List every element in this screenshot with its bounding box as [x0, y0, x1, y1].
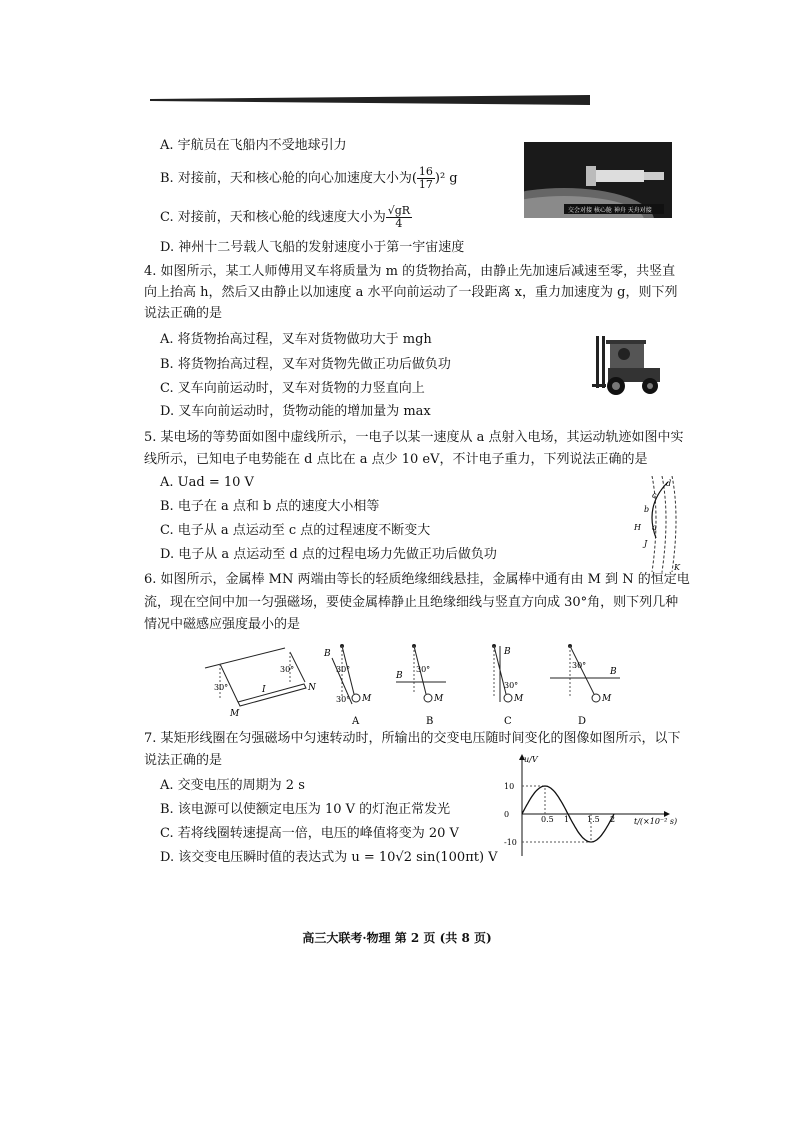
- svg-text:M: M: [514, 694, 524, 704]
- q4-option-b: B. 将货物抬高过程，叉车对货物先做正功后做负功: [160, 357, 451, 372]
- q6-option-a-figure: [323, 644, 372, 727]
- photo-caption: 交会对接 核心舱 神舟 天舟对接: [568, 207, 652, 214]
- svg-text:30°: 30°: [336, 695, 351, 704]
- q5-option-a: A. Uad = 10 V: [160, 475, 254, 490]
- svg-text:30°: 30°: [214, 683, 229, 692]
- q6-option-b-figure: [395, 644, 446, 727]
- q4-option-d: D. 叉车向前运动时，货物动能的增加量为 max: [160, 404, 431, 419]
- svg-text:C: C: [504, 716, 512, 727]
- q4-stem-2: 向上抬高 h，然后又由静止以加速度 a 水平向前运动了一段距离 x，重力加速度为 g，则下列: [144, 285, 678, 300]
- q7-stem-2: 说法正确的是: [144, 753, 223, 768]
- q6-figures: [200, 638, 630, 730]
- q4-stem-1: 4. 如图所示，某工人师傅用叉车将质量为 m 的货物抬高，由静止先加速后减速至零，共竖直: [144, 264, 676, 279]
- x-axis-label: t/(×10⁻² s): [634, 817, 678, 826]
- q5-option-c: C. 电子从 a 点运动至 c 点的过程速度不断变大: [160, 523, 431, 538]
- page-top-bar: [150, 93, 590, 107]
- svg-text:M: M: [362, 694, 372, 704]
- q4-option-c: C. 叉车向前运动时，叉车对货物的力竖直向上: [160, 381, 425, 396]
- forklift-image: [590, 330, 670, 400]
- svg-text:I: I: [262, 685, 266, 695]
- svg-text:B: B: [504, 647, 511, 657]
- q5-stem-2: 线所示，已知电子电势能在 d 点比在 a 点少 10 eV，不计电子重力，下列说法正确的是: [144, 452, 648, 467]
- x-tick-label: 1.5: [587, 815, 600, 824]
- q3-option-c: C. 对接前，天和核心舱的线速度大小为 $\frac{√gR}{4}$: [160, 204, 411, 230]
- label-a: a: [652, 523, 657, 532]
- y-tick-label: 10: [504, 782, 515, 791]
- label-H: H: [634, 523, 641, 532]
- label-b: b: [644, 505, 650, 514]
- q4-stem-3: 说法正确的是: [144, 306, 223, 321]
- svg-text:30°: 30°: [504, 681, 519, 690]
- page-footer: 高三大联考·物理 第 2 页 (共 8 页): [302, 931, 492, 945]
- q7-option-a: A. 交变电压的周期为 2 s: [160, 778, 305, 793]
- q6-main-figure: [205, 648, 317, 719]
- svg-text:M: M: [230, 709, 240, 719]
- svg-text:30°: 30°: [416, 665, 431, 674]
- q6-stem-2: 流，现在空间中加一匀强磁场，要使金属棒静止且绝缘细线与竖直方向成 30°角，则下列几种: [144, 595, 679, 610]
- q6-option-d-figure: [550, 644, 620, 727]
- x-tick-label: 0.5: [541, 815, 554, 824]
- svg-text:B: B: [324, 649, 331, 659]
- equipotential-figure: [630, 476, 690, 572]
- label-K: K: [674, 563, 680, 572]
- q3-option-d: D. 神州十二号载人飞船的发射速度小于第一宇宙速度: [160, 240, 465, 255]
- x-tick-label: 1: [564, 815, 570, 824]
- label-J: J: [644, 539, 648, 548]
- svg-text:30°: 30°: [336, 665, 351, 674]
- y-axis-label: u/V: [524, 755, 538, 764]
- q6-option-c-figure: [492, 644, 524, 727]
- q5-stem-1: 5. 某电场的等势面如图中虚线所示，一电子以某一速度从 a 点射入电场，其运动轨迹如图中实: [144, 430, 684, 445]
- svg-text:N: N: [308, 683, 316, 693]
- label-c: c: [652, 491, 657, 500]
- ac-voltage-chart: [500, 752, 680, 858]
- svg-text:B: B: [396, 671, 403, 681]
- q6-stem-3: 情况中磁感应强度最小的是: [144, 617, 301, 632]
- label-d: d: [666, 479, 672, 488]
- svg-text:M: M: [434, 694, 444, 704]
- y-tick-label: -10: [504, 838, 517, 847]
- y-tick-label: 0: [504, 810, 510, 819]
- x-tick-label: 2: [610, 815, 616, 824]
- svg-text:B: B: [426, 716, 434, 727]
- q3-option-b: B. 对接前，天和核心舱的向心加速度大小为( $\frac{16}{17}$ )² g: [160, 165, 458, 191]
- svg-text:D: D: [578, 716, 587, 727]
- svg-text:B: B: [610, 667, 617, 677]
- svg-text:A: A: [352, 716, 360, 727]
- q3-option-a: A. 宇航员在飞船内不受地球引力: [160, 138, 347, 153]
- q7-option-d: D. 该交变电压瞬时值的表达式为 u = 10√2 sin(100πt) V: [160, 850, 498, 865]
- q3-fraction-c: $\frac{√gR}{4}$: [387, 204, 411, 230]
- space-station-photo: [524, 142, 672, 218]
- svg-text:30°: 30°: [572, 661, 587, 670]
- q7-stem-1: 7. 某矩形线圈在匀强磁场中匀速转动时，所输出的交变电压随时间变化的图像如图所示，以下: [144, 731, 681, 746]
- q6-stem-1: 6. 如图所示，金属棒 MN 两端由等长的轻质绝缘细线悬挂，金属棒中通有由 M 到 N 的恒定电: [144, 572, 690, 587]
- q5-option-d: D. 电子从 a 点运动至 d 点的过程电场力先做正功后做负功: [160, 547, 497, 562]
- svg-text:M: M: [602, 694, 612, 704]
- q7-option-c: C. 若将线圈转速提高一倍，电压的峰值将变为 20 V: [160, 826, 459, 841]
- q7-option-b: B. 该电源可以使额定电压为 10 V 的灯泡正常发光: [160, 802, 451, 817]
- q4-option-a: A. 将货物抬高过程，叉车对货物做功大于 mgh: [160, 332, 432, 347]
- svg-text:30°: 30°: [280, 665, 295, 674]
- q5-option-b: B. 电子在 a 点和 b 点的速度大小相等: [160, 499, 380, 514]
- q3-fraction: $\frac{16}{17}$: [418, 165, 433, 191]
